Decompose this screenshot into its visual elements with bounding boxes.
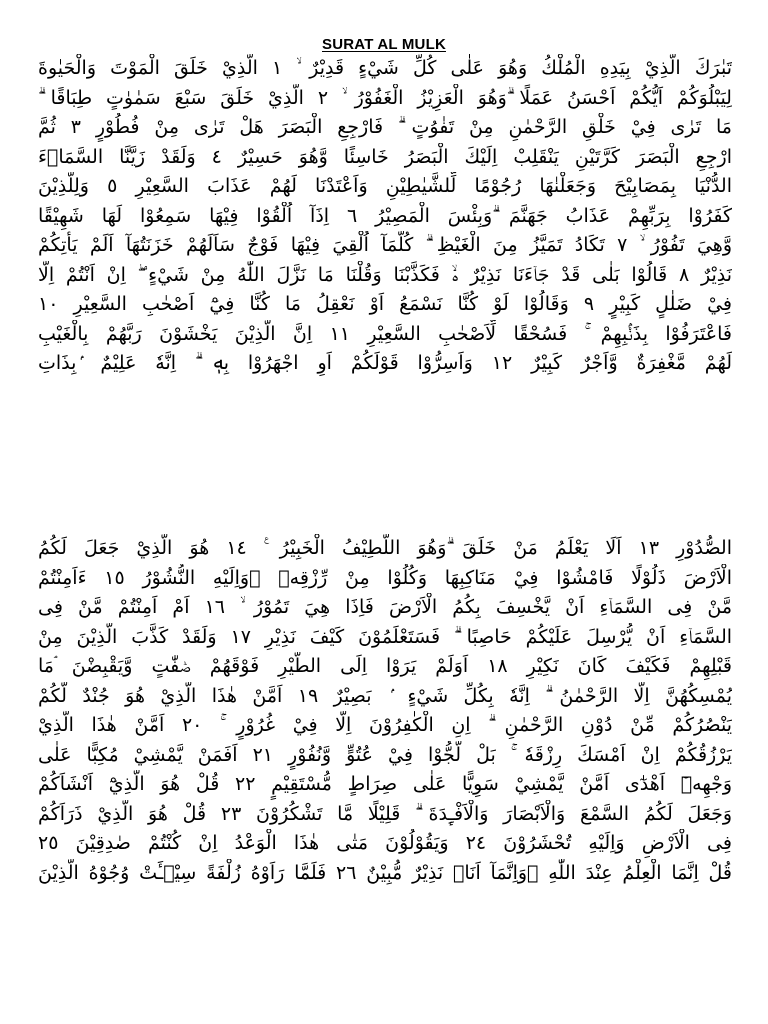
verse-line: وَجَعَلَ لَكُمُ السَّمْعَ وَالْاَبْصَارَ وَالْاَفْـِٕدَةَ ۗ قَلِيْلًا مَّا تَشْكُرُوْنَ ٢٣ قُلْ هُوَ الَّذِيْ ذَرَاَكُمْ xyxy=(38,802,732,825)
verse-line: كَفَرُوْا بِرَبِّهِمْ عَذَابُ جَهَنَّمَ ۗوَبِئْسَ الْمَصِيْرُ ٦ اِذَآ اُلْقُوْا فِيْهَا سَمِعُوْا لَهَا شَهِيْقًا xyxy=(38,204,732,227)
verse-line: فَاعْتَرَفُوْا بِذَنْۢبِهِمْ ۚ فَسُحْقًا لِّاَصْحٰبِ السَّعِيْرِ ١١ اِنَّ الَّذِيْنَ يَخْشَوْنَ رَبَّهُمْ بِالْغَيْبِ xyxy=(38,322,732,345)
verse-line: لِيَبْلُوَكُمْ اَيُّكُمْ اَحْسَنُ عَمَلًا ۗوَهُوَ الْعَزِيْزُ الْغَفُوْرُ ۙ ٢ الَّذِيْ خَلَقَ سَبْعَ سَمٰوٰتٍ طِبَاقًا ۗ xyxy=(38,86,732,109)
verse-line: وَّهِيَ تَفُوْرُ ۙ ٧ تَكَادُ تَمَيَّزُ مِنَ الْغَيْظِ ۗ كُلَّمَآ اُلْقِيَ فِيْهَا فَوْجٌ سَاَلَهُمْ خَزَنَتُهَآ اَلَمْ يَأْتِكُمْ xyxy=(38,234,732,256)
verse-line: قَبْلِهِمْ فَكَيْفَ كَانَ نَكِيْرِ ١٨ اَوَلَمْ يَرَوْا اِلَى الطَّيْرِ فَوْقَهُمْ صٰۤفّٰتٍ وَّيَقْبِضْنَ ۘمَا xyxy=(38,655,732,677)
verse-line: الدُّنْيَا بِمَصَابِيْحَ وَجَعَلْنٰهَا رُجُوْمًا لِّلشَّيٰطِيْنِ وَاَعْتَدْنَا لَهُمْ عَذَابَ السَّعِيْرِ ٥ وَلِلَّذِيْنَ xyxy=(38,175,732,197)
document-title xyxy=(0,36,768,54)
verse-line: نَذِيْرٌ ٨ قَالُوْا بَلٰى قَدْ جَاۤءَنَا نَذِيْرٌ ەۙ فَكَذَّبْنَا وَقُلْنَا مَا نَزَّلَ اللّٰهُ مِنْ شَيْءٍ ۖ اِنْ اَنْتُمْ اِلَّا xyxy=(38,263,732,286)
verse-line: فِى الْاَرْضِ وَاِلَيْهِ تُحْشَرُوْنَ ٢٤ وَيَقُوْلُوْنَ مَتٰى هٰذَا الْوَعْدُ اِنْ كُنْتُمْ صٰدِقِيْنَ ٢٥ xyxy=(38,832,732,854)
verse-block-top xyxy=(38,54,732,379)
verse-line: يَرْزُقُكُمْ اِنْ اَمْسَكَ رِزْقَهٗ ۚ بَلْ لَّجُّوْا فِيْ عُتُوٍّ وَّنُفُوْرٍ ٢١ اَفَمَنْ يَّمْشِيْ مُكِبًّا عَلٰى xyxy=(38,743,732,766)
verse-line: تَبٰرَكَ الَّذِيْ بِيَدِهِ الْمُلْكُ وَهُوَ عَلٰى كُلِّ شَيْءٍ قَدِيْرٌ ۙ ١ الَّذِيْ خَلَقَ الْمَوْتَ وَالْحَيٰوةَ xyxy=(38,57,732,79)
document-title-text: SURAT AL MULK xyxy=(322,36,446,53)
verse-line: يُمْسِكُهُنَّ اِلَّا الرَّحْمٰنُ ۗ اِنَّهٗ بِكُلِّ شَيْءٍ ۢ بَصِيْرٌ ١٩ اَمَّنْ هٰذَا الَّذِيْ هُوَ جُنْدٌ لَّكُمْ xyxy=(38,684,732,707)
verse-line: مَا تَرٰى فِيْ خَلْقِ الرَّحْمٰنِ مِنْ تَفٰوُتٍ ۗ فَارْجِعِ الْبَصَرَ هَلْ تَرٰى مِنْ فُطُوْرٍ ٣ ثُمَّ xyxy=(38,116,732,138)
verse-line: لَهُمْ مَّغْفِرَةٌ وَّاَجْرٌ كَبِيْرٌ ١٢ وَاَسِرُّوْا قَوْلَكُمْ اَوِ اجْهَرُوْا بِهٖ ۗ اِنَّهٗ عَلِيْمٌ ۢبِذَاتِ xyxy=(38,352,732,374)
verse-line: السَّمَاۤءِ اَنْ يُّرْسِلَ عَلَيْكُمْ حَاصِبًا ۗ فَسَتَعْلَمُوْنَ كَيْفَ نَذِيْرِ ١٧ وَلَقَدْ كَذَّبَ الَّذِيْنَ مِنْ xyxy=(38,625,732,648)
verse-line: ارْجِعِ الْبَصَرَ كَرَّتَيْنِ يَنْقَلِبْ اِلَيْكَ الْبَصَرُ خَاسِئًا وَّهُوَ حَسِيْرٌ ٤ وَلَقَدْ زَيَّنَّا السَّمَاۤءَ xyxy=(38,145,732,168)
verse-line: مَّنْ فِى السَّمَاۤءِ اَنْ يَّخْسِفَ بِكُمُ الْاَرْضَ فَاِذَا هِيَ تَمُوْرُ ۙ ١٦ اَمْ اَمِنْتُمْ مَّنْ فِى xyxy=(38,596,732,618)
verse-line: الصُّدُوْرِ ١٣ اَلَا يَعْلَمُ مَنْ خَلَقَ ۗوَهُوَ اللَّطِيْفُ الْخَبِيْرُ ࣖ ١٤ هُوَ الَّذِيْ جَعَلَ لَكُمُ xyxy=(38,537,732,559)
verse-line: الْاَرْضَ ذَلُوْلًا فَامْشُوْا فِيْ مَنَاكِبِهَا وَكُلُوْا مِنْ رِّزْقِهٖ ۗوَاِلَيْهِ النُّشُوْرُ ١٥ ءَاَمِنْتُمْ xyxy=(38,566,732,589)
verse-line: وَجْهِهٖٓ اَهْدٰٓى اَمَّنْ يَّمْشِيْ سَوِيًّا عَلٰى صِرَاطٍ مُّسْتَقِيْمٍ ٢٢ قُلْ هُوَ الَّذِيْٓ اَنْشَاَكُمْ xyxy=(38,773,732,795)
verse-line: يَنْصُرُكُمْ مِّنْ دُوْنِ الرَّحْمٰنِ ۗ اِنِ الْكٰفِرُوْنَ اِلَّا فِيْ غُرُوْرٍ ۚ ٢٠ اَمَّنْ هٰذَا الَّذِيْ xyxy=(38,714,732,736)
verse-line: فِيْ ضَلٰلٍ كَبِيْرٍ ٩ وَقَالُوْا لَوْ كُنَّا نَسْمَعُ اَوْ نَعْقِلُ مَا كُنَّا فِيْٓ اَصْحٰبِ السَّعِيْرِ ١٠ xyxy=(38,293,732,315)
verse-block-bottom xyxy=(38,534,732,888)
verse-line: قُلْ اِنَّمَا الْعِلْمُ عِنْدَ اللّٰهِ ۖوَاِنَّمَآ اَنَا۠ نَذِيْرٌ مُّبِيْنٌ ٢٦ فَلَمَّا رَاَوْهُ زُلْفَةً سِيْۤـَٔتْ وُجُوْهُ الَّذِيْنَ xyxy=(38,861,732,884)
